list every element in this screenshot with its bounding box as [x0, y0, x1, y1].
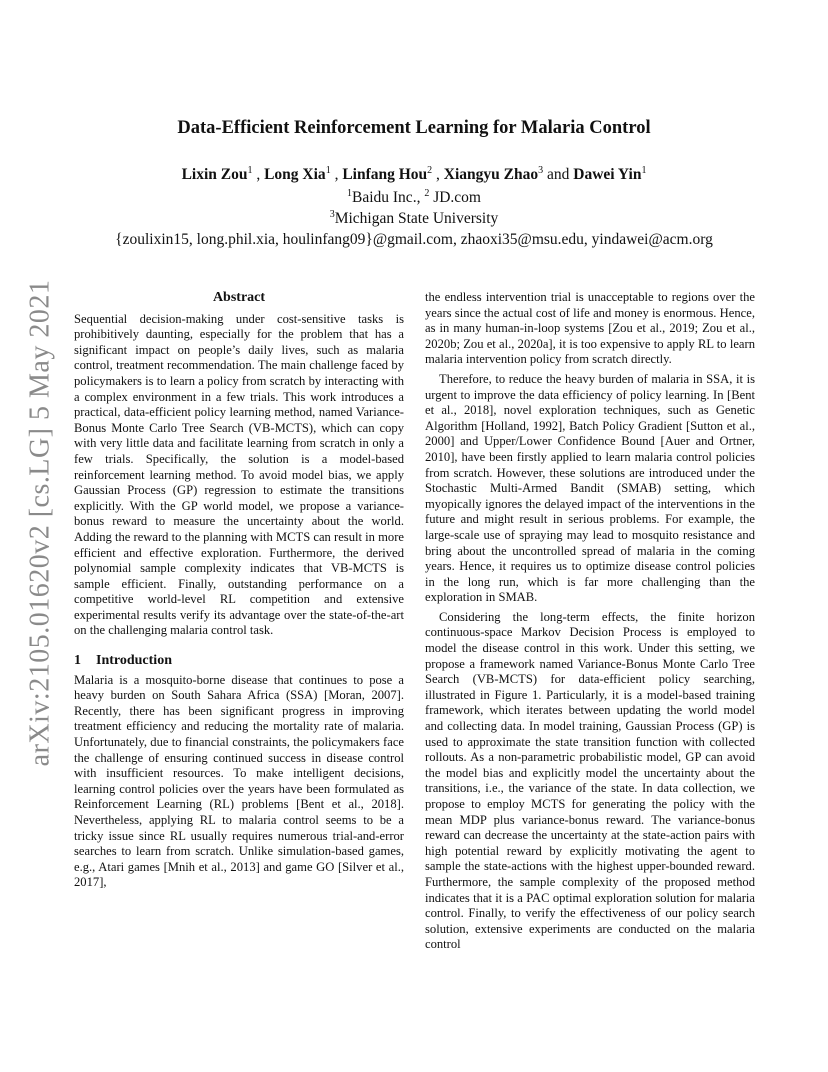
affiliation-line-2: $^3$Michigan State University: [329, 209, 499, 228]
intro-paragraph-3: Considering the long-term effects, the finite horizon continuous-space Markov Decision Process is employed to model the disease control in this work. Under this setting, we propose a framework named Variance-Bonus Monte Carlo Tree Search (VB-MCTS) for data-efficient policy searching, illustrated in Figure 1. Particularly, it is a model-based training framework, which iterates between updating the world model and collecting data. In model training, Gaussian Process (GP) is used to approximate the state transition function with collected rollouts. As a non-parametric probabilistic model, GP can avoid the model bias and explicitly model the uncertainty about the transitions, i.e., the variance of the state. In data collection, we propose to employ MCTS for generating the policy with the mean MDP plus variance-bonus reward. The variance-bonus reward can decrease the uncertainty at the state-action pairs with high potential reward by explicitly motivating the agent to sample the state-actions with the highest upper-bounded reward. Furthermore, the sample complexity of the proposed method indicates that it is a PAC optimal exploration solution for malaria control. Finally, to verify the effectiveness of our policy search solution, extensive experiments are conducted on the malaria control: [425, 609, 755, 952]
intro-paragraph-1-continued: the endless intervention trial is unacceptable to regions over the years since the actual cost of life and money is enormous. Hence, as in many human-in-loop systems [Zou et al., 2019; Zou et al., 2020b; Zou et al., 2020a], it is too expensive to apply RL to learn malaria intervention policy from scratch directly.: [425, 290, 755, 367]
author-affiliation-mark: 1: [641, 165, 647, 176]
author-name: Dawei Yin: [573, 166, 642, 184]
author-affiliation-mark: 2: [427, 165, 433, 176]
abstract-heading: Abstract: [212, 290, 266, 305]
section-heading-introduction: [74, 653, 404, 669]
author-emails: {zoulixin15, long.phil.xia, houlinfang09}@gmail.com, zhaoxi35@msu.edu, yindawei@acm.org: [115, 231, 713, 248]
arxiv-side-stamp: [20, 279, 60, 766]
arxiv-identifier: arXiv:2105.01620v2 [cs.LG] 5 May 2021: [24, 279, 55, 766]
abstract-text: Sequential decision-making under cost-sensitive tasks is prohibitively daunting, especially for the problem that has a significant impact on people’s daily lives, such as malaria control, treatment recommendation. The main challenge faced by policymakers is to learn a policy from scratch by interacting with a complex environment in a few trials. This work introduces a practical, data-efficient policy learning method, named Variance-Bonus Monte Carlo Tree Search (VB-MCTS), which can copy with very little data and facilitate learning from scratch in only a few trials. Specifically, the solution is a model-based reinforcement learning method. To avoid model bias, we apply Gaussian Process (GP) regression to estimate the transitions explicitly. With the GP world model, we propose a variance-bonus reward to measure the uncertainty about the world. Adding the reward to the planning with MCTS can result in more efficient and effective exploration. Furthermore, the derived polynomial sample complexity indicates that VB-MCTS is sample efficient. Finally, outstanding performance on a competitive world-level RL competition and extensive experimental results verify its advantage over the state-of-the-art on the challenging malaria control task.: [74, 311, 404, 638]
author-name: Xiangyu Zhao: [443, 166, 539, 184]
author-name: Lixin Zou: [181, 166, 248, 184]
intro-paragraph-1: Malaria is a mosquito-borne disease that continues to pose a heavy burden on South Sahara Africa (SSA) [Moran, 2007]. Recently, there has been significant progress in improving treatment efficiency and reducing the mortality rate of malaria. Unfortunately, due to financial constraints, the policymakers face the challenge of ensuring continued success in disease control with insufficient resources. To make intelligent decisions, learning control policies over the years have been formulated as Reinforcement Learning (RL) problems [Bent et al., 2018]. Nevertheless, applying RL to malaria control seems to be a tricky issue since RL usually requires numerous trial-and-error searches to learn from scratch. Unlike simulation-based games, e.g., Atari games [Mnih et al., 2013] and game GO [Silver et al., 2017],: [74, 672, 404, 890]
paper-title: Data-Efficient Reinforcement Learning for Malaria Control: [177, 118, 651, 138]
author-affiliation-mark: 1: [325, 165, 331, 176]
section-number: 1: [74, 653, 81, 669]
section-title: Introduction: [96, 653, 172, 669]
right-column: [425, 290, 755, 953]
author-name: Long Xia: [264, 166, 326, 184]
author-name: Linfang Hou: [342, 166, 428, 184]
left-column: [74, 290, 404, 891]
intro-paragraph-2: Therefore, to reduce the heavy burden of malaria in SSA, it is urgent to improve the data efficiency of policy learning. In [Bent et al., 2018], novel exploration techniques, such as Genetic Algorithm [Holland, 1992], Batch Policy Gradient [Sutton et al., 2000] and Upper/Lower Confidence Bound [Auer and Ortner, 2010], have been firstly applied to learn malaria control policies from scratch. However, these solutions are introduced under the Stochastic Multi-Armed Bandit (SMAB) setting, which myopically ignores the delayed impact of the interventions in the future and might result in serious problems. For example, the large-scale use of spraying may lead to mosquito resistance and bring about the uncontrolled spread of malaria in the coming years. Hence, it requires us to optimize disease control policies in the long run, which is far more challenging than the exploration in SMAB.: [425, 371, 755, 605]
author-affiliation-mark: 1: [247, 165, 253, 176]
author-affiliation-mark: 3: [538, 165, 544, 176]
author-list: Lixin Zou$^1$ , Long Xia$^1$ , Linfang Hou$^2$ , Xiangyu Zhao$^3$ and Dawei Yin$^1$: [181, 165, 647, 184]
affiliation-line-1: $^1$Baidu Inc., $^2$ JD.com: [347, 188, 481, 207]
